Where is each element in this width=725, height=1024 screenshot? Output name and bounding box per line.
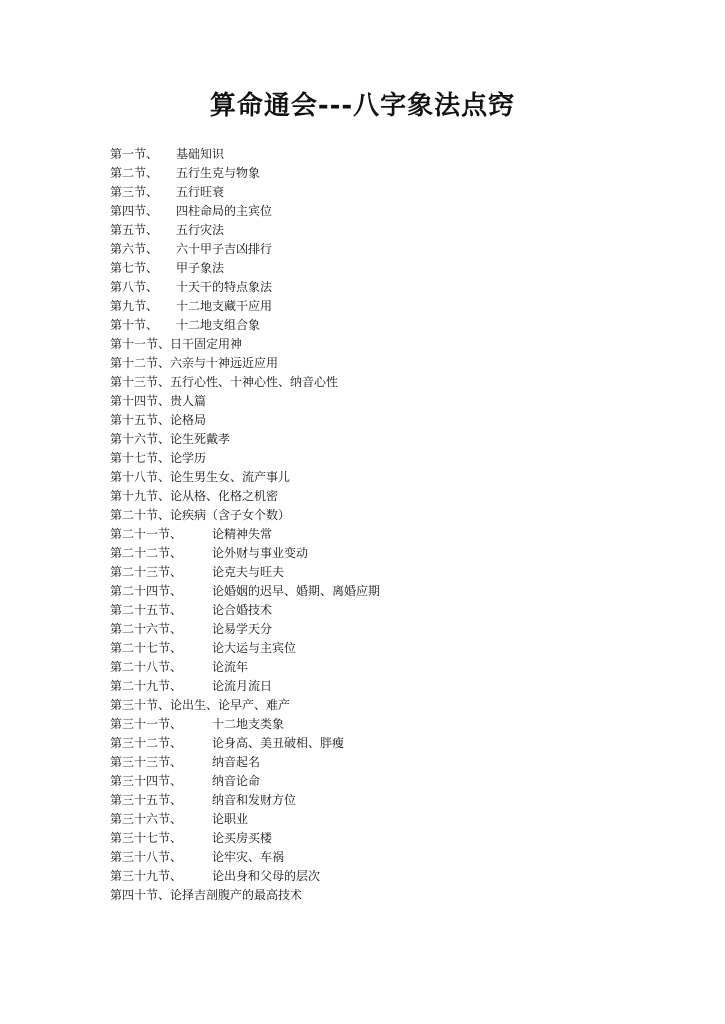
toc-section-number: 第二十一节、: [110, 527, 183, 541]
toc-row: [110, 354, 610, 373]
toc-section-number: 第三十七节、: [110, 831, 183, 845]
toc-row: [110, 487, 610, 506]
toc-section-topic: 日干固定用神: [170, 337, 243, 351]
toc-section-number: 第八节、: [110, 280, 159, 294]
toc-section-number: 第十节、: [110, 318, 159, 332]
toc-section-number: 第十一节、: [110, 337, 171, 351]
toc-section-number: 第二十六节、: [110, 622, 183, 636]
toc-section-topic: 论流年: [212, 660, 249, 674]
toc-section-topic: 六十甲子吉凶排行: [176, 242, 273, 256]
toc-section-topic: 贵人篇: [170, 394, 207, 408]
toc-row: [110, 734, 610, 753]
toc-row: [110, 392, 610, 411]
toc-section-number: 第二节、: [110, 166, 159, 180]
toc-section-number: 第四十节、: [110, 888, 171, 902]
toc-section-topic: 纳音论命: [212, 774, 261, 788]
toc-section-number: 第三十四节、: [110, 774, 183, 788]
toc-section-topic: 论生死戴孝: [170, 432, 231, 446]
toc-section-number: 第二十五节、: [110, 603, 183, 617]
toc-row: [110, 753, 610, 772]
toc-section-number: 第七节、: [110, 261, 159, 275]
toc-row: [110, 259, 610, 278]
toc-row: [110, 468, 610, 487]
toc-row: [110, 677, 610, 696]
toc-section-topic: 纳音和发财方位: [212, 793, 297, 807]
toc-section-topic: 基础知识: [176, 147, 225, 161]
toc-section-topic: 十天干的特点象法: [176, 280, 273, 294]
toc-row: [110, 525, 610, 544]
toc-row: [110, 183, 610, 202]
toc-section-topic: 论买房买楼: [212, 831, 273, 845]
toc-row: [110, 696, 610, 715]
toc-section-number: 第二十七节、: [110, 641, 183, 655]
toc-section-topic: 论牢灾、车祸: [212, 850, 285, 864]
toc-section-topic: 十二地支藏干应用: [176, 299, 273, 313]
toc-row: [110, 544, 610, 563]
toc-section-number: 第二十八节、: [110, 660, 183, 674]
toc-row: [110, 145, 610, 164]
toc-row: [110, 278, 610, 297]
toc-section-number: 第二十节、: [110, 508, 171, 522]
toc-section-topic: 十二地支类象: [212, 717, 285, 731]
toc-section-number: 第三十二节、: [110, 736, 183, 750]
toc-section-topic: 论大运与主宾位: [212, 641, 297, 655]
toc-row: [110, 202, 610, 221]
toc-row: [110, 791, 610, 810]
toc-row: [110, 867, 610, 886]
toc-section-topic: 甲子象法: [176, 261, 225, 275]
toc-row: [110, 829, 610, 848]
toc-section-topic: 纳音起名: [212, 755, 261, 769]
toc-section-topic: 五行旺衰: [176, 185, 225, 199]
toc-row: [110, 316, 610, 335]
toc-section-topic: 论格局: [170, 413, 207, 427]
toc-section-topic: 论流月流日: [212, 679, 273, 693]
toc-row: [110, 639, 610, 658]
toc-section-topic: 五行灾法: [176, 223, 225, 237]
toc-section-number: 第三十一节、: [110, 717, 183, 731]
toc-section-number: 第六节、: [110, 242, 159, 256]
toc-section-topic: 论婚姻的迟早、婚期、离婚应期: [212, 584, 381, 598]
toc-section-number: 第九节、: [110, 299, 159, 313]
toc-section-number: 第十七节、: [110, 451, 171, 465]
toc-section-number: 第四节、: [110, 204, 159, 218]
toc-section-topic: 五行生克与物象: [176, 166, 261, 180]
toc-section-topic: 论出生、论早产、难产: [170, 698, 291, 712]
toc-section-number: 第五节、: [110, 223, 159, 237]
toc-section-number: 第二十九节、: [110, 679, 183, 693]
toc-row: [110, 658, 610, 677]
toc-row: [110, 848, 610, 867]
document-title: 算命通会---八字象法点窍: [209, 91, 516, 121]
toc-section-number: 第十三节、: [110, 375, 171, 389]
toc-section-topic: 论职业: [212, 812, 249, 826]
toc-section-topic: 五行心性、十神心性、纳音心性: [170, 375, 339, 389]
toc-section-number: 第三十五节、: [110, 793, 183, 807]
toc-section-number: 第二十三节、: [110, 565, 183, 579]
toc-row: [110, 886, 610, 905]
toc-section-number: 第三十六节、: [110, 812, 183, 826]
toc-section-topic: 论身高、美丑破相、胖瘦: [212, 736, 345, 750]
toc-section-number: 第一节、: [110, 147, 159, 161]
toc-section-topic: 六亲与十神远近应用: [170, 356, 279, 370]
toc-row: [110, 506, 610, 525]
toc-section-topic: 论外财与事业变动: [212, 546, 309, 560]
toc-section-number: 第二十二节、: [110, 546, 183, 560]
toc-row: [110, 772, 610, 791]
toc-section-topic: 四柱命局的主宾位: [176, 204, 273, 218]
toc-section-number: 第十四节、: [110, 394, 171, 408]
toc-row: [110, 240, 610, 259]
toc-section-topic: 论易学天分: [212, 622, 273, 636]
toc-row: [110, 164, 610, 183]
toc-row: [110, 335, 610, 354]
toc-row: [110, 411, 610, 430]
toc-row: [110, 430, 610, 449]
toc-section-number: 第三十八节、: [110, 850, 183, 864]
toc-section-topic: 论精神失常: [212, 527, 273, 541]
toc-row: [110, 221, 610, 240]
toc-section-topic: 论合婚技术: [212, 603, 273, 617]
table-of-contents: [110, 145, 610, 905]
toc-section-topic: 论择吉剖腹产的最高技术: [170, 888, 303, 902]
toc-section-topic: 论学历: [170, 451, 207, 465]
toc-section-number: 第三十三节、: [110, 755, 183, 769]
toc-row: [110, 620, 610, 639]
toc-row: [110, 563, 610, 582]
toc-section-number: 第三十九节、: [110, 869, 183, 883]
toc-section-topic: 论生男生女、流产事儿: [170, 470, 291, 484]
toc-section-number: 第十八节、: [110, 470, 171, 484]
toc-row: [110, 810, 610, 829]
toc-row: [110, 601, 610, 620]
toc-row: [110, 582, 610, 601]
toc-section-number: 第十二节、: [110, 356, 171, 370]
toc-section-number: 第十九节、: [110, 489, 171, 503]
toc-section-number: 第三十节、: [110, 698, 171, 712]
toc-row: [110, 297, 610, 316]
toc-section-number: 第十六节、: [110, 432, 171, 446]
toc-row: [110, 449, 610, 468]
toc-row: [110, 373, 610, 392]
toc-section-number: 第二十四节、: [110, 584, 183, 598]
toc-section-topic: 论出身和父母的层次: [212, 869, 321, 883]
toc-section-topic: 论克夫与旺夫: [212, 565, 285, 579]
toc-row: [110, 715, 610, 734]
toc-section-topic: 论疾病（含子女个数）: [170, 508, 291, 522]
toc-section-number: 第十五节、: [110, 413, 171, 427]
toc-section-number: 第三节、: [110, 185, 159, 199]
toc-section-topic: 十二地支组合象: [176, 318, 261, 332]
toc-section-topic: 论从格、化格之机密: [170, 489, 279, 503]
